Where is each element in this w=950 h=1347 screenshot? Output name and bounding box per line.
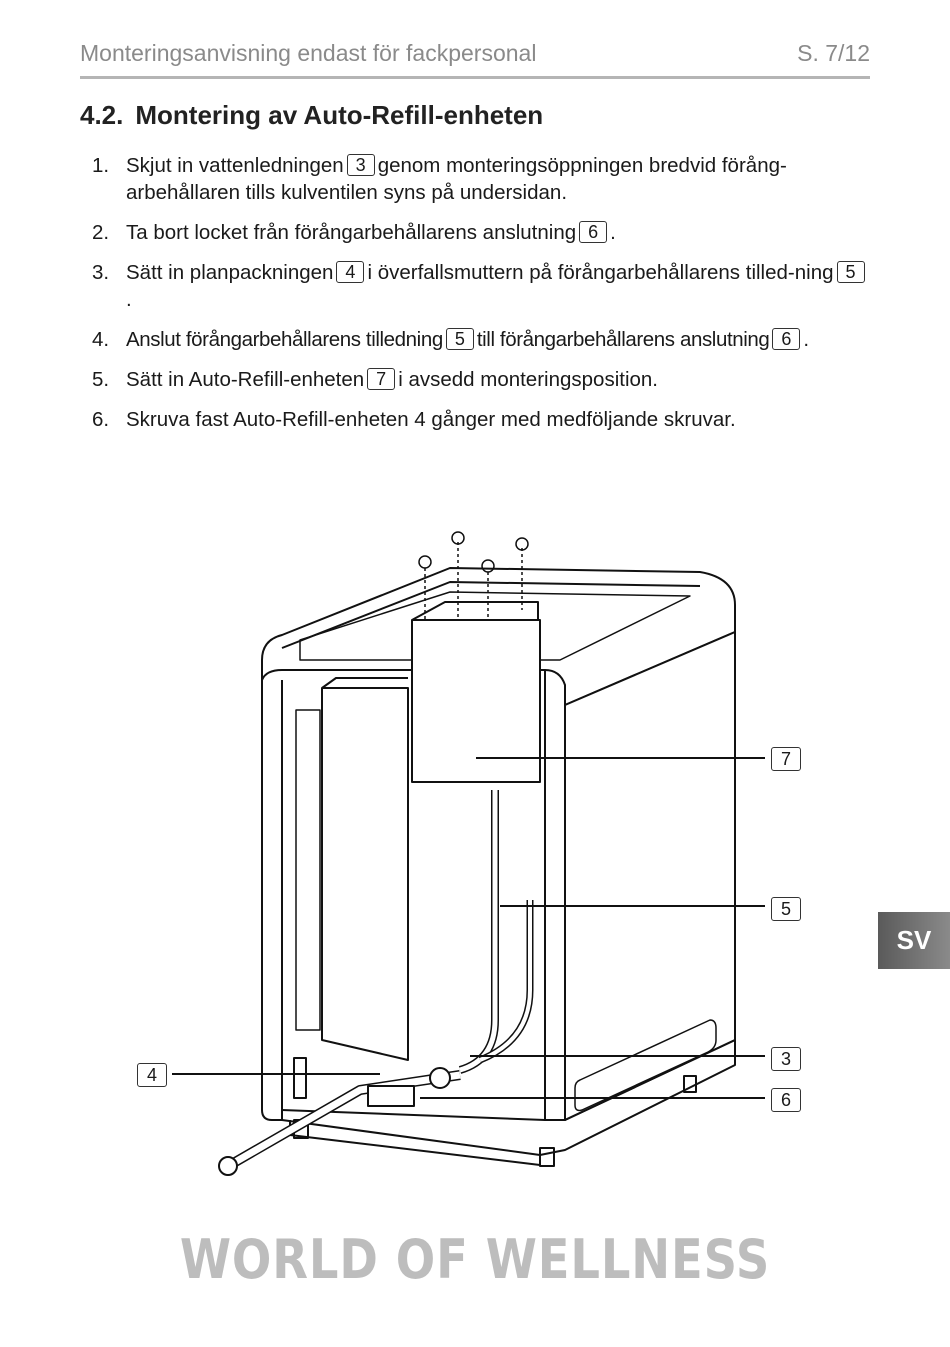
ref-box: 3 [347,154,375,176]
list-item [92,366,870,393]
page-number: S. 7/12 [797,40,870,66]
ref-box: 6 [772,328,800,350]
document-title: Monteringsanvisning endast för fackpersonal [80,40,537,66]
step-text: . [610,221,616,244]
page-header [80,36,870,79]
list-item [92,406,870,433]
callout-7: 7 [771,747,801,771]
section-title: Montering av Auto-Refill-enheten [135,100,544,130]
list-item [92,219,870,246]
step-text: Skjut in vattenledningen [126,154,344,177]
callout-6: 6 [771,1088,801,1112]
cabinet-drawing [0,520,950,1200]
step-text: Skruva fast Auto-Refill-enheten 4 gånger med medföljande skruvar. [126,408,736,431]
language-tab: SV [878,912,950,969]
step-text: Anslut förångarbehållarens tilledning [126,328,443,351]
step-text: Sätt in planpackningen [126,261,334,284]
step-text: i avsedd monteringsposition. [398,368,659,391]
step-number: 5. [92,368,110,391]
step-text: . [126,288,132,311]
callout-4: 4 [137,1063,167,1087]
step-number: 4. [92,328,110,351]
list-item [92,152,870,206]
ref-box: 4 [336,261,364,283]
instruction-list [92,152,870,446]
step-text: genom monteringsöppningen bredvid förång-arbehållaren tills kulventilen syns på undersidan. [126,154,787,204]
callout-3: 3 [771,1047,801,1071]
ref-box: 6 [579,221,607,243]
step-text: Sätt in Auto-Refill-enheten [126,368,365,391]
list-item [92,259,870,313]
step-number: 3. [92,261,110,284]
ref-box: 7 [367,368,395,390]
step-text: i överfallsmuttern på förångarbehållarens tilled-ning [367,261,834,284]
ref-box: 5 [837,261,865,283]
list-item [92,326,870,353]
step-number: 6. [92,408,110,431]
step-text: till förångarbehållarens anslutning [476,328,770,351]
callout-5: 5 [771,897,801,921]
assembly-illustration [0,520,950,1200]
brand-wordmark: WORLD OF WELLNESS [179,1228,771,1291]
step-text: Ta bort locket från förångarbehållarens anslutning [126,221,577,244]
section-heading [80,100,543,131]
step-text: . [803,328,810,351]
step-number: 1. [92,154,110,177]
section-number: 4.2. [80,100,124,130]
step-number: 2. [92,221,110,244]
ref-box: 5 [446,328,474,350]
